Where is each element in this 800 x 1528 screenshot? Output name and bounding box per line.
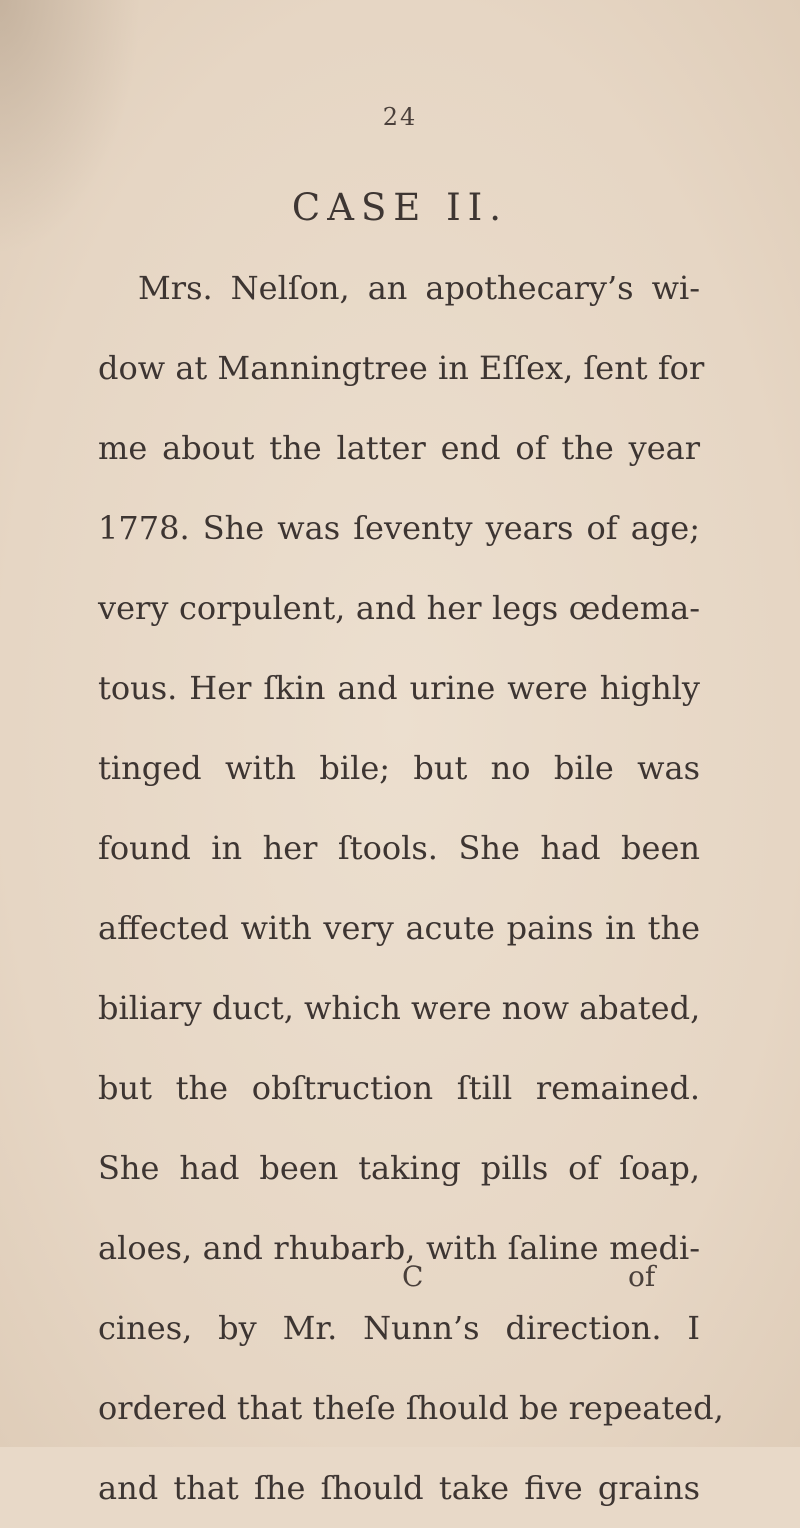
page-number: 24 — [382, 103, 418, 131]
text-line: aloes, and rhubarb, with ſaline medi- — [98, 1229, 700, 1267]
page-footer — [0, 1260, 800, 1310]
text-line: dow at Manningtree in Eſſex, ſent for — [98, 349, 705, 387]
body-text — [98, 248, 724, 1528]
text-line: biliary duct, which were now abated, — [98, 989, 701, 1027]
text-line: cines, by Mr. Nunn’s direction. I — [98, 1309, 700, 1347]
text-line: me about the latter end of the year — [98, 429, 700, 467]
text-line: and that ſhe ſhould take five grains — [98, 1469, 700, 1507]
catchword: of — [628, 1260, 656, 1293]
case-heading: CASE II. — [291, 186, 509, 229]
text-line: 1778. She was ſeventy years of age; — [98, 509, 700, 547]
text-line: very corpulent, and her legs œdema- — [98, 589, 700, 627]
text-line: found in her ſtools. She had been — [98, 829, 700, 867]
text-line: Mrs. Nelſon, an apothecary’s wi- — [138, 269, 700, 307]
text-line: tinged with bile; but no bile was — [98, 749, 700, 787]
text-line: She had been taking pills of ſoap, — [98, 1149, 700, 1187]
text-line: but the obſtruction ſtill remained. — [98, 1069, 700, 1107]
text-line: ordered that theſe ſhould be repeated, — [98, 1389, 724, 1427]
text-line: tous. Her ſkin and urine were highly — [98, 669, 700, 707]
text-line: affected with very acute pains in the — [98, 909, 700, 947]
signature-mark: C — [402, 1260, 424, 1293]
